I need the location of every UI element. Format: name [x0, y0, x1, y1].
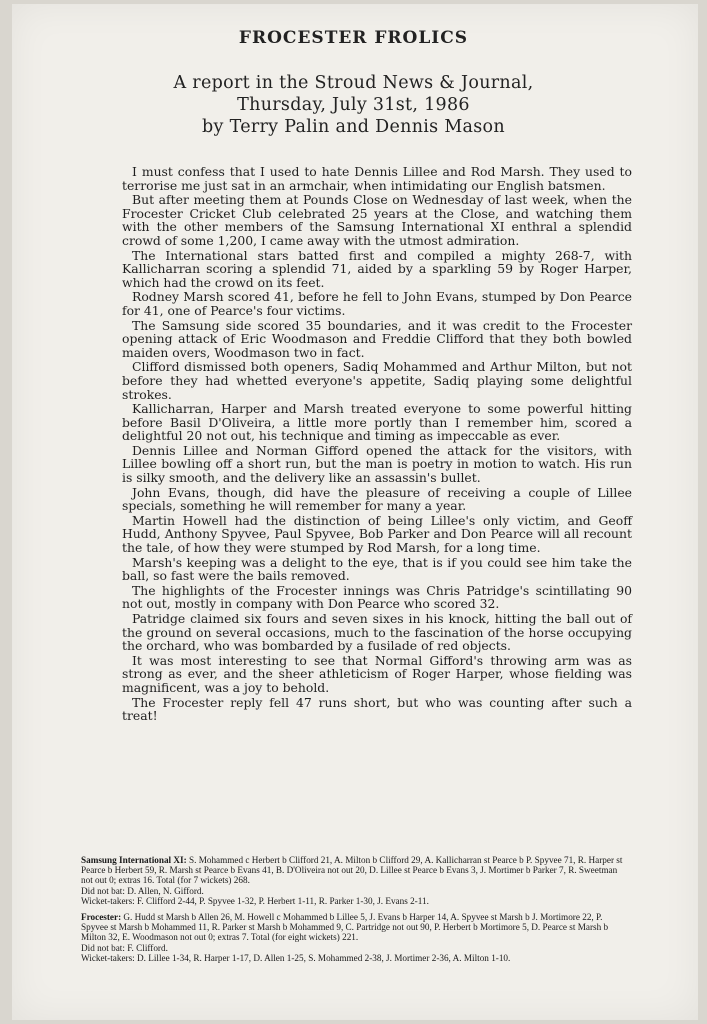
- samsung-did-not-bat: Did not bat: D. Allen, N. Gifford.: [81, 885, 204, 896]
- frocester-did-not-bat: Did not bat: F. Clifford.: [81, 942, 168, 953]
- frocester-batting: [81, 912, 631, 943]
- scorecard-frocester: [81, 912, 631, 963]
- paragraph: The International stars batted first and compiled a mighty 268-7, with Kallicharran scoring a splendid 71, aided by a sparkling 59 by Roger Harper, which had the crowd on its feet.: [122, 247, 632, 290]
- paragraph: Clifford dismissed both openers, Sadiq Mohammed and Arthur Milton, but not before they had whetted everyone's appetite, Sadiq playing some delightful strokes.: [122, 359, 632, 402]
- subtitle-date: Thursday, July 31st, 1986: [237, 95, 470, 115]
- frocester-label: Frocester:: [81, 912, 122, 923]
- paragraph: I must confess that I used to hate Dennis Lillee and Rod Marsh. They used to terrorise me just sat in an armchair, when intimidating our English batsmen.: [122, 164, 632, 193]
- scorecard: [81, 855, 631, 969]
- frocester-wicket-takers: Wicket-takers: D. Lillee 1-34, R. Harper 1-17, D. Allen 1-25, S. Mohammed 2-38, J. Mortimer 2-36, A. Milton 1-10.: [81, 952, 511, 963]
- document-title: FROCESTER FROLICS: [238, 28, 469, 48]
- frocester-batting-text: G. Hudd st Marsh b Allen 26, M. Howell c Mohammed b Lillee 5, J. Evans b Harper 14, A. Spyvee st Marsh b J. Mortimore 22, P. Spyvee st Marsh b Mohammed 11, R. Parker st Marsh b Mohammed 9, C. Partridge not out 90, P. Herbert b Mortimore 5, D. Pearce st Marsh b Milton 32, E. Woodmason not out 0; extras 7. Total (for eight wickets) 221.: [81, 912, 609, 943]
- samsung-label: Samsung International XI:: [81, 855, 187, 865]
- paragraph: Martin Howell had the distinction of being Lillee's only victim, and Geoff Hudd, Anthony Spyvee, Paul Spyvee, Bob Parker and Don Pearce will all recount the tale, of how they were stumped by Rod Marsh, for a long time.: [122, 512, 632, 556]
- samsung-batting-text: S. Mohammed c Herbert b Clifford 21, A. Milton b Clifford 29, A. Kallicharran st Pearce b P. Spyvee 71, R. Harper st Pearce b Herbert 59, R. Marsh st Pearce b Evans 41, B. D'Oliveira not out 20, D. Lillee st Pearce b Evans 3, J. Mortimer b Parker 7, R. Sweetman not out 0; extras 16. Total (for 7 wickets) 268.: [81, 855, 623, 886]
- paragraph: It was most interesting to see that Normal Gifford's throwing arm was as strong as ever, and the sheer athleticism of Roger Harper, whose fielding was magnificent, was a joy to behold.: [122, 652, 632, 695]
- samsung-batting: [81, 855, 631, 886]
- paragraph: Patridge claimed six fours and seven sixes in his knock, hitting the ball out of the ground on several occasions, much to the fascination of the horse occupying the orchard, who was bombarded by a fusilade of red objects.: [122, 611, 632, 654]
- paragraph: Dennis Lillee and Norman Gifford opened the attack for the visitors, with Lillee bowling off a short run, but the man is poetry in motion to watch. His run is silky smooth, and the delivery like an assassin's bullet.: [122, 442, 632, 486]
- samsung-wicket-takers: Wicket-takers: F. Clifford 2-44, P. Spyvee 1-32, P. Herbert 1-11, R. Parker 1-30, J. Evans 2-11.: [81, 895, 429, 906]
- scorecard-samsung: [81, 855, 631, 906]
- paragraph: Rodney Marsh scored 41, before he fell to John Evans, stumped by Don Pearce for 41, one of Pearce's four victims.: [122, 289, 632, 318]
- paragraph: Kallicharran, Harper and Marsh treated everyone to some powerful hitting before Basil D'Oliveira, a little more portly than I remember him, scored a delightful 20 not out, his technique and timing as impeccable as ever.: [122, 401, 632, 444]
- paragraph: The highlights of the Frocester innings was Chris Patridge's scintillating 90 not out, mostly in company with Don Pearce who scored 32.: [122, 582, 632, 612]
- subtitle-authors: by Terry Palin and Dennis Mason: [202, 117, 505, 137]
- article-body: [122, 165, 632, 724]
- paragraph: The Frocester reply fell 47 runs short, but who was counting after such a treat!: [122, 694, 632, 724]
- paragraph: But after meeting them at Pounds Close on Wednesday of last week, when the Frocester Cricket Club celebrated 25 years at the Close, and watching them with the other members of the Samsung International XI enthral a splendid crowd of some 1,200, I came away with the utmost admiration.: [122, 192, 632, 248]
- paragraph: Marsh's keeping was a delight to the eye, that is if you could see him take the ball, so fast were the bails removed.: [122, 554, 632, 584]
- subtitle-publication: A report in the Stroud News & Journal,: [173, 73, 534, 93]
- paragraph: John Evans, though, did have the pleasure of receiving a couple of Lillee specials, something he will remember for many a year.: [122, 484, 632, 514]
- paragraph: The Samsung side scored 35 boundaries, and it was credit to the Frocester opening attack of Eric Woodmason and Freddie Clifford that they both bowled maiden overs, Woodmason two in fact.: [122, 317, 632, 360]
